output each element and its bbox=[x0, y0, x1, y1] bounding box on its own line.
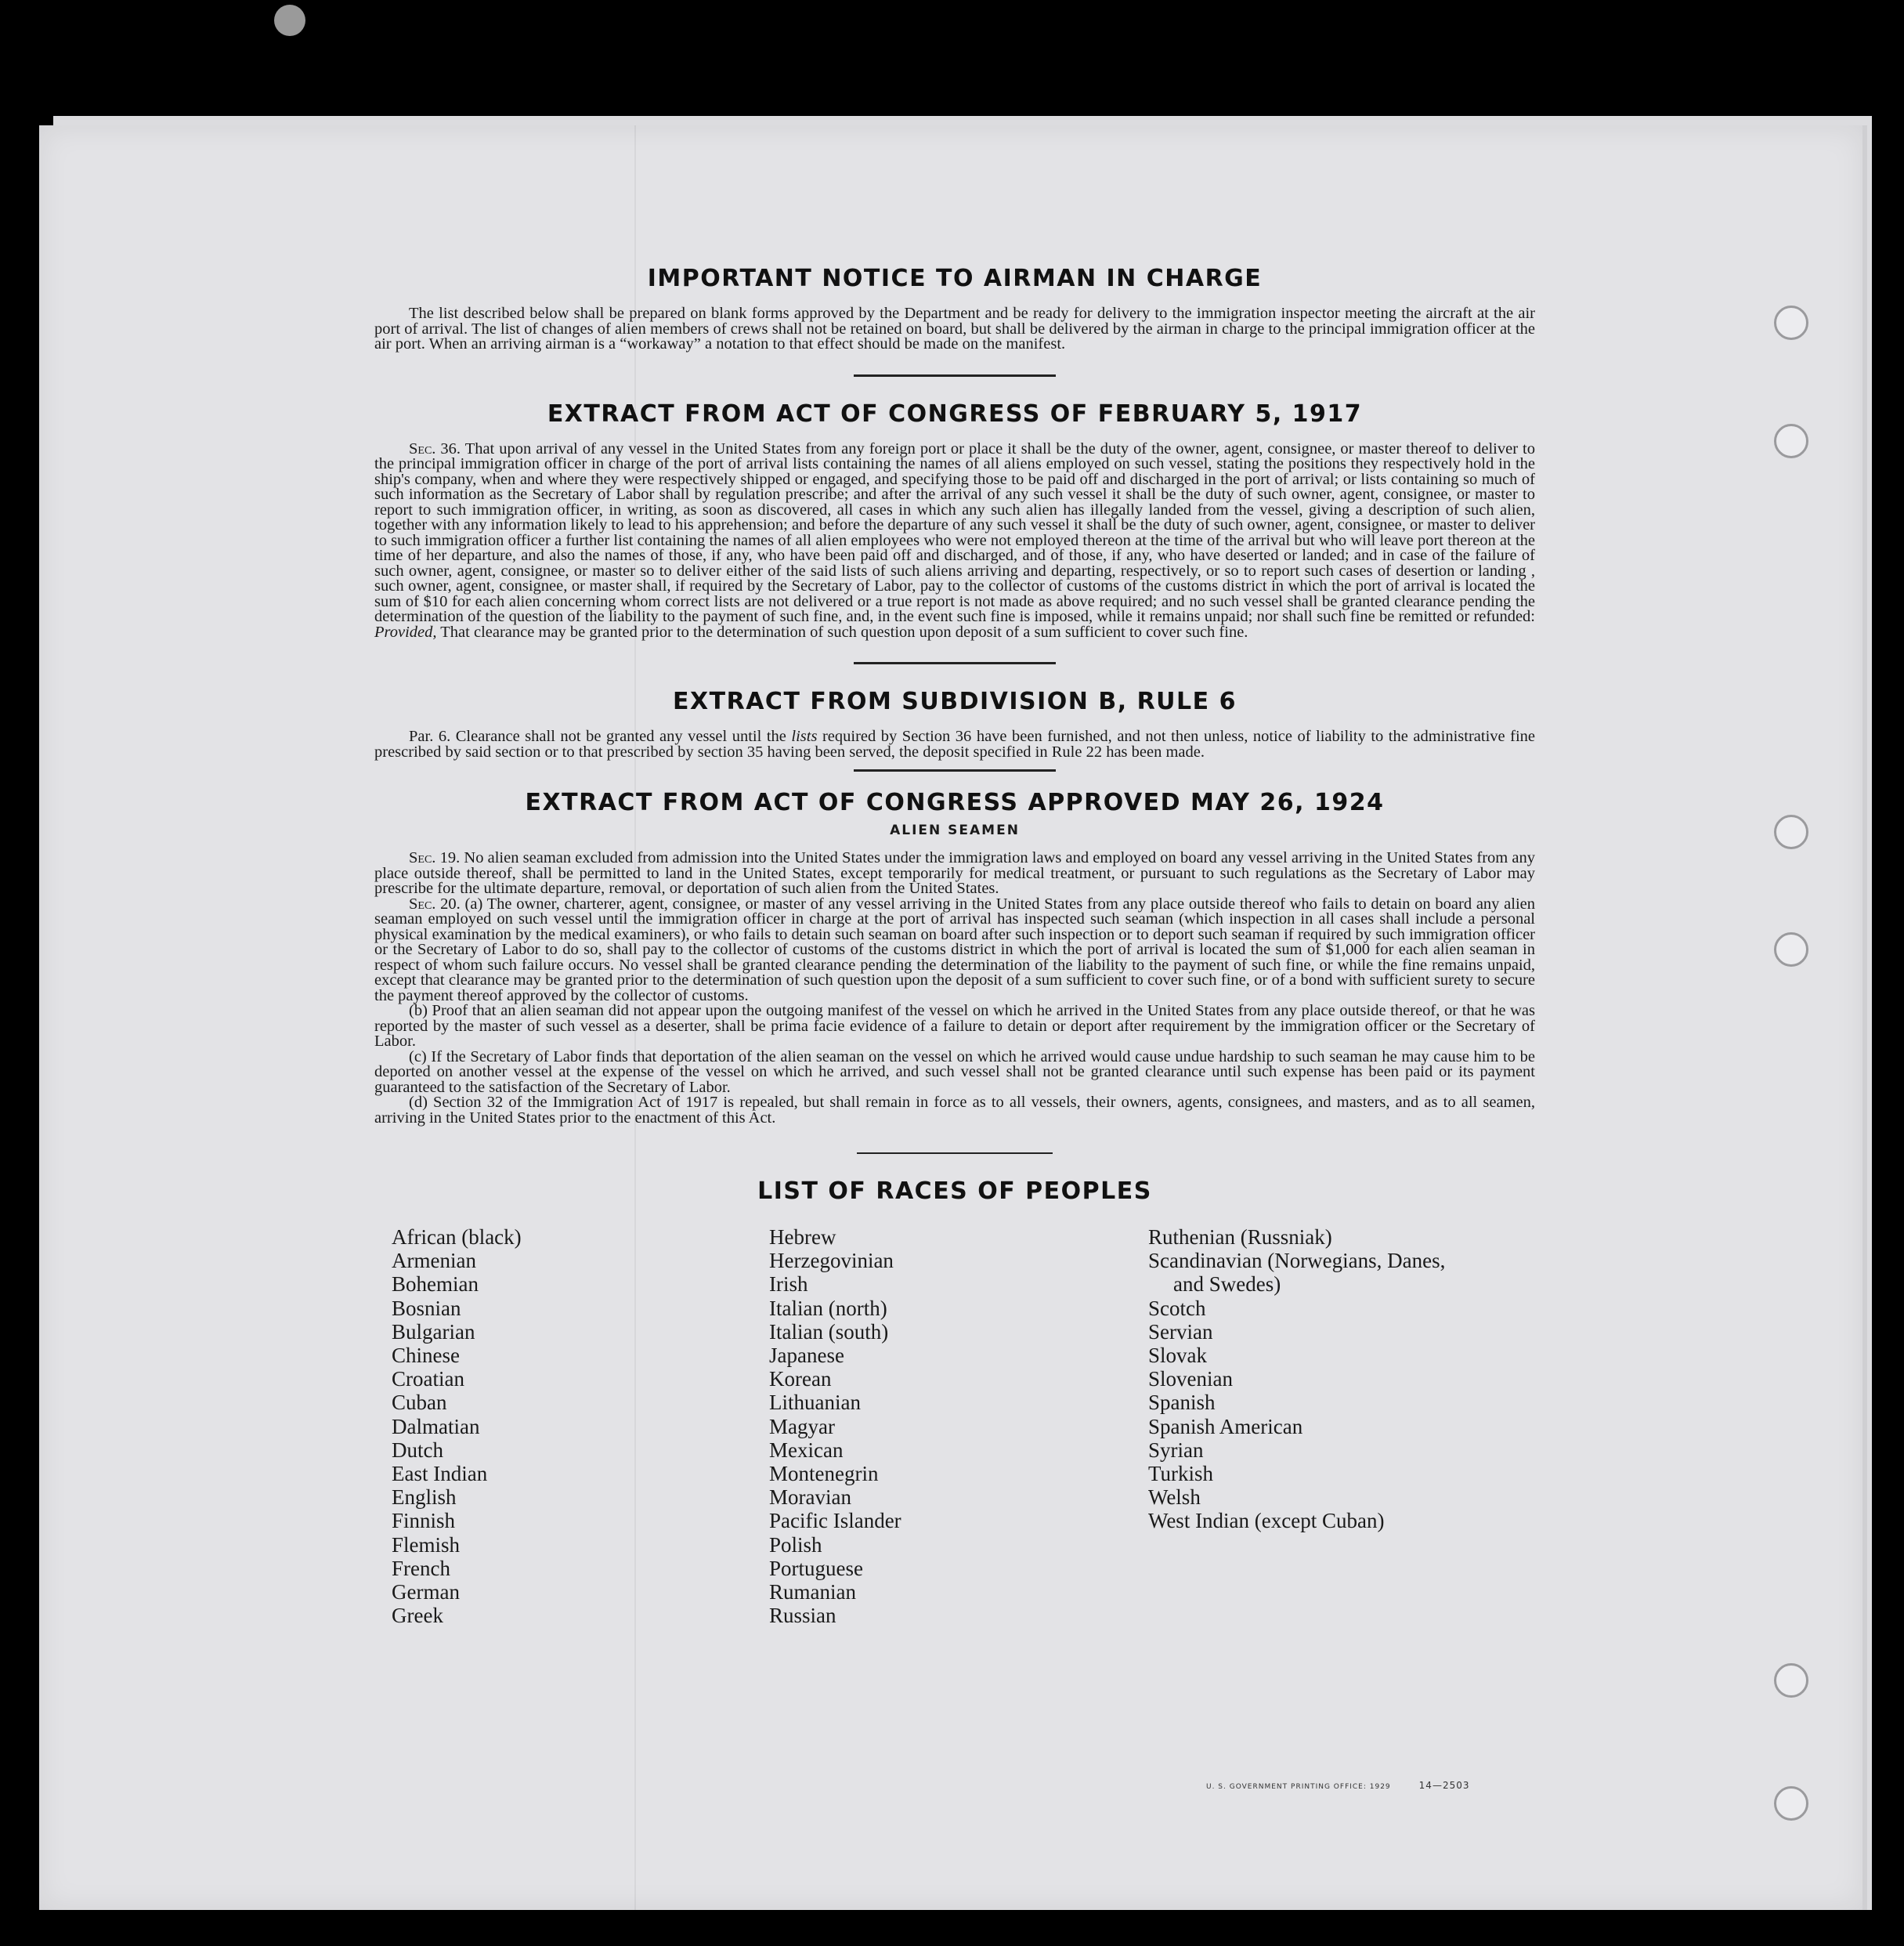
race-item: Italian (north) bbox=[769, 1296, 887, 1320]
race-item: Dutch bbox=[392, 1438, 443, 1462]
race-item: Syrian bbox=[1148, 1438, 1204, 1462]
section-label: Sec. 20. bbox=[409, 895, 461, 913]
race-item: East Indian bbox=[392, 1462, 488, 1486]
race-item: Bosnian bbox=[392, 1296, 461, 1320]
race-item: Herzegovinian bbox=[769, 1249, 894, 1273]
section-divider bbox=[854, 662, 1056, 664]
section-divider bbox=[854, 374, 1056, 377]
binder-hole bbox=[1774, 815, 1808, 849]
race-item: Spanish bbox=[1148, 1391, 1216, 1415]
race-item: African (black) bbox=[392, 1225, 522, 1249]
rule-6-italic-word: lists bbox=[791, 728, 818, 745]
race-item: Scotch bbox=[1148, 1296, 1206, 1320]
section-19-text: No alien seaman excluded from admission into the United States under the immigration laws and employed on board any vessel arriving in the United States from any place outside thereof, shall be permitted to land in the United States, except temporarily for medical treatment, or pursuant to such regulations as the Secretary of Labor may prescribe for the ultimate departure, removal, or deportation of such alien from the United States. bbox=[374, 849, 1536, 897]
race-item: Turkish bbox=[1148, 1462, 1214, 1486]
race-item: Moravian bbox=[769, 1485, 851, 1510]
race-item: Ruthenian (Russniak) bbox=[1148, 1225, 1332, 1249]
race-item: West Indian (except Cuban) bbox=[1148, 1509, 1385, 1533]
races-column-3 bbox=[1148, 1225, 1445, 1533]
race-item: Pacific Islander bbox=[769, 1509, 901, 1533]
rule-6-paragraph bbox=[374, 729, 1535, 760]
section-20a bbox=[374, 897, 1535, 1004]
act-1917-title: EXTRACT FROM ACT OF CONGRESS OF FEBRUARY 5, 1917 bbox=[547, 400, 1363, 428]
races-column-1 bbox=[392, 1225, 522, 1627]
act-1924-title: EXTRACT FROM ACT OF CONGRESS APPROVED MAY 26, 1924 bbox=[525, 789, 1385, 816]
rule-6-text-b: required by Section 36 have been furnished, and not then unless, notice of liability to the administrative fine prescribed by said section or to that prescribed by section 35 having been served, the deposit specified in Rule 22 has been made. bbox=[374, 728, 1536, 761]
race-item: Bohemian bbox=[392, 1272, 479, 1297]
binder-hole bbox=[1774, 1786, 1808, 1821]
section-label: Sec. 19. bbox=[409, 849, 461, 866]
race-item: Lithuanian bbox=[769, 1391, 861, 1415]
section-divider bbox=[857, 1152, 1053, 1154]
race-item: French bbox=[392, 1556, 450, 1580]
race-item: Korean bbox=[769, 1367, 832, 1391]
act-1917-section-36 bbox=[374, 439, 1535, 641]
section-divider bbox=[854, 769, 1056, 772]
section-20b: (b) Proof that an alien seaman did not appear upon the outgoing manifest of the vessel on which he arrived in the United States from any place outside thereof, or that he was reported by the master of such vessel as a deserter, shall be prima facie evidence of a failure to detain or deport after requirement by the immigration officer or the Secretary of Labor. bbox=[374, 1002, 1535, 1050]
printer-name: U. S. GOVERNMENT PRINTING OFFICE: 1929 bbox=[1206, 1783, 1391, 1791]
section-label: Sec. 36. bbox=[409, 439, 461, 458]
race-item: English bbox=[392, 1485, 457, 1510]
page-edge bbox=[1862, 125, 1867, 1910]
race-item: Rumanian bbox=[769, 1580, 856, 1604]
race-item: Bulgarian bbox=[392, 1319, 475, 1344]
race-item: Mexican bbox=[769, 1438, 844, 1462]
binder-hole bbox=[1774, 1663, 1808, 1698]
races-title: LIST OF RACES OF PEOPLES bbox=[757, 1177, 1152, 1205]
section-19 bbox=[374, 851, 1535, 897]
race-item: Dalmatian bbox=[392, 1414, 480, 1438]
race-item: Spanish American bbox=[1148, 1414, 1303, 1438]
race-item: German bbox=[392, 1580, 460, 1604]
alien-seamen-heading: ALIEN SEAMEN bbox=[890, 823, 1020, 838]
section-20a-text: (a) The owner, charterer, agent, consignee, or master of any vessel arriving in the United States from any place outside thereof who fails to detain on board any alien seaman employed on such vessel until the immigration officer in charge at the port of arrival has inspected such seaman (which inspection in all cases shall include a personal physical examination by the medical examiners), or who fails to detain such seaman on board after such inspection or to deport such seaman if required by such immigration officer or the Secretary of Labor to do so, shall pay to the collector of customs of the customs district in which the port of arrival is located the sum of $1,000 for each alien seaman in respect of whom such failure occurs. No vessel shall be granted clearance pending the determination of the liability to the payment of such fine, or while the fine remains unpaid, except that clearance may be granted prior to the determination of such question upon the deposit of a sum sufficient to cover such fine, or of a bond with sufficient surety to secure the payment thereof approved by the collector of customs. bbox=[374, 895, 1536, 1004]
race-item: Montenegrin bbox=[769, 1462, 879, 1486]
section-20d: (d) Section 32 of the Immigration Act of 1917 is repealed, but shall remain in force as to all vessels, their owners, agents, consignees, and masters, and as to all seamen, arriving in the United States prior to the enactment of this Act. bbox=[374, 1094, 1535, 1127]
printer-imprint bbox=[1206, 1780, 1469, 1791]
proviso-text: That clearance may be granted prior to the determination of such question upon deposit of a sum sufficient to cover such fine. bbox=[440, 623, 1248, 641]
section-20c: (c) If the Secretary of Labor finds that deportation of the alien seaman on the vessel on which he arrived would cause undue hardship to such seaman he may cause him to be deported on another vessel at the expense of the vessel on which he arrived, and such vessel shall not be granted clearance until such expense has been paid or its payment guaranteed to the satisfaction of the Secretary of Labor. bbox=[374, 1047, 1535, 1096]
binder-hole bbox=[1774, 424, 1808, 458]
race-item: Greek bbox=[392, 1604, 443, 1628]
race-item: Japanese bbox=[769, 1344, 844, 1368]
form-number: 14—2503 bbox=[1418, 1780, 1470, 1791]
binder-hole bbox=[1774, 932, 1808, 967]
race-item: Slovak bbox=[1148, 1344, 1208, 1368]
race-item: Polish bbox=[769, 1532, 822, 1557]
race-item: Italian (south) bbox=[769, 1319, 889, 1344]
binder-hole bbox=[1774, 306, 1808, 340]
race-item: Flemish bbox=[392, 1532, 461, 1557]
race-item: Irish bbox=[769, 1272, 808, 1297]
section-36-text: That upon arrival of any vessel in the United States from any foreign port or place it shall be the duty of the owner, agent, consignee, or master thereof to deliver to the principal immigration officer in charge of the port of arrival lists containing the names of all aliens employed on such vessel, stating the positions they respectively hold in the ship's company, when and where they were respectively shipped or engaged, and specifying those to be paid off and discharged in the port of arrival; or lists containing so much of such information as the Secretary of Labor shall by regulation prescribe; and after the arrival of any such vessel it shall be the duty of such owner, agent, consignee, or master to report to such immigration officer, in writing, as soon as discovered, all cases in which any such alien has illegally landed from the vessel, giving a description of such alien, together with any information likely to lead to his apprehension; and before the departure of any such vessel it shall be the duty of such owner, agent, consignee, or master to deliver to such immigration officer a further list containing the names of all alien employees who were not employed thereon at the time of the arrival but who will leave port thereon at the time of her departure, and also the names of those, if any, who have been paid off and discharged, and of those, if any, who have deserted or landed; and in case of the failure of such owner, agent, consignee, or master so to deliver either of the said lists of such aliens arriving and departing, respectively, or so to report such cases of desertion or landing , such owner, agent, consignee, or master shall, if required by the Secretary of Labor, pay to the collector of customs of the customs district in which the port of arrival is located the sum of $10 for each alien concerning whom correct lists are not delivered or a true report is not made as above required; and no such vessel shall be granted clearance pending the determination of the question of the liability to the payment of such fine, and, in the event such fine is imposed, while it remains unpaid; nor shall such fine be remitted or refunded: bbox=[374, 439, 1535, 625]
races-column-2 bbox=[769, 1225, 901, 1627]
race-item: Portuguese bbox=[769, 1556, 863, 1580]
race-item: Servian bbox=[1148, 1319, 1213, 1344]
races-list bbox=[374, 1225, 1535, 1633]
race-item: Slovenian bbox=[1148, 1367, 1233, 1391]
race-item: Finnish bbox=[392, 1509, 456, 1533]
race-item: Croatian bbox=[392, 1367, 464, 1391]
notice-title: IMPORTANT NOTICE TO AIRMAN IN CHARGE bbox=[647, 265, 1263, 292]
rule-6-text-a: Par. 6. Clearance shall not be granted any vessel until the bbox=[409, 728, 786, 745]
document-content bbox=[374, 265, 1535, 1633]
rule-6-title: EXTRACT FROM SUBDIVISION B, RULE 6 bbox=[673, 688, 1237, 715]
proviso-word: Provided, bbox=[374, 623, 437, 641]
race-item: Cuban bbox=[392, 1391, 447, 1415]
notice-body: The list described below shall be prepared on blank forms approved by the Department and be ready for delivery to the immigration inspector meeting the aircraft at the air port of arrival. The list of changes of alien members of crews shall not be retained on board, but shall be delivered by the airman in charge to the principal immigration officer at the air port. When an arriving airman is a “workaway” a notation to that effect should be made on the manifest. bbox=[374, 305, 1535, 353]
race-item: Armenian bbox=[392, 1249, 476, 1273]
race-item: Hebrew bbox=[769, 1225, 836, 1249]
race-item: Scandinavian (Norwegians, Danes, bbox=[1148, 1249, 1446, 1273]
race-item: and Swedes) bbox=[1173, 1272, 1281, 1297]
race-item: Russian bbox=[769, 1604, 836, 1628]
race-item: Magyar bbox=[769, 1414, 835, 1438]
race-item: Welsh bbox=[1148, 1485, 1201, 1510]
race-item: Chinese bbox=[392, 1344, 460, 1368]
scan-artifact-dot bbox=[274, 5, 305, 36]
